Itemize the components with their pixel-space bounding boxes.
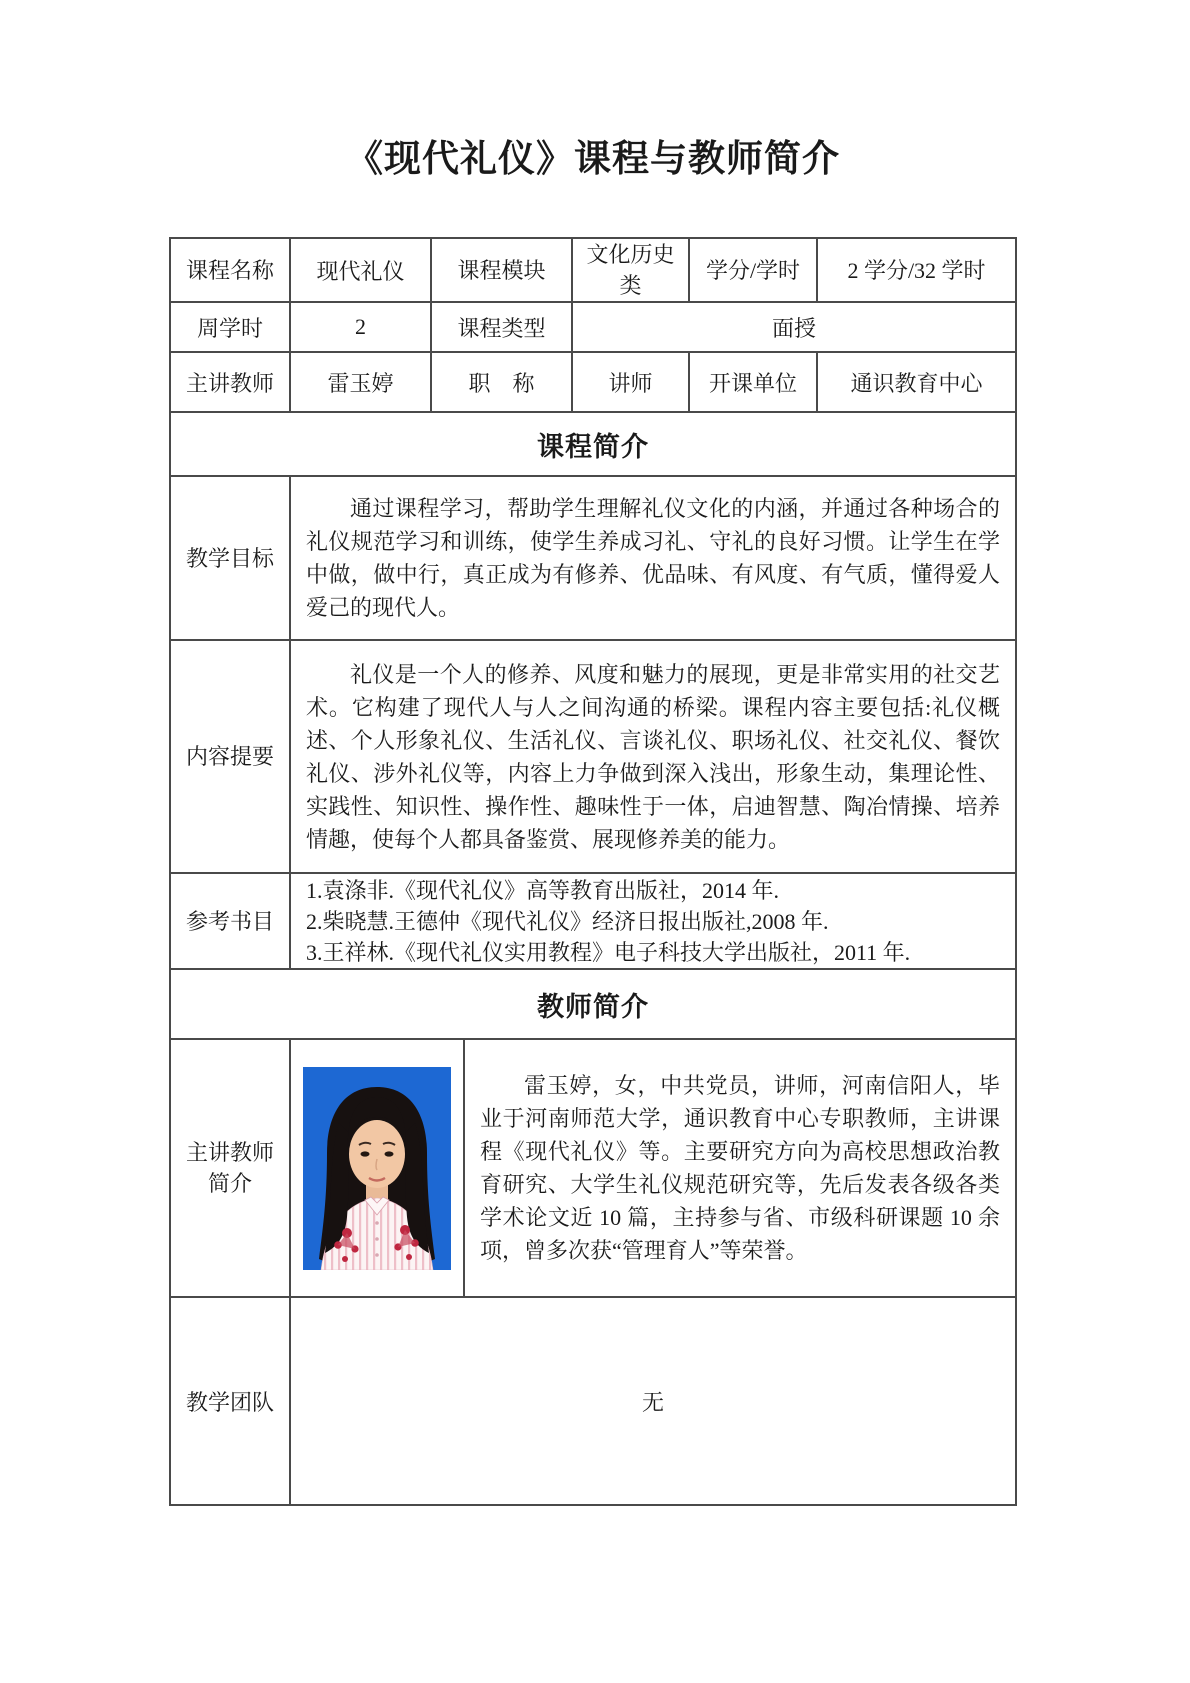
references-list <box>291 874 1015 968</box>
lecturer-label: 主讲教师 <box>171 353 291 411</box>
department-label: 开课单位 <box>690 353 818 411</box>
content-summary-text-cell <box>291 641 1015 872</box>
teaching-team-row <box>171 1298 1015 1504</box>
table-row-basic-2 <box>171 303 1015 353</box>
document-title: 《现代礼仪》课程与教师简介 <box>346 139 840 180</box>
teaching-goal-text: 通过课程学习，帮助学生理解礼仪文化的内涵，并通过各种场合的礼仪规范学习和训练，使学生养成习礼、守礼的良好习惯。让学生在学中做，做中行，真正成为有修养、优品味、有风度、有气质，懂得爱人爱己的现代人。 <box>306 496 1000 620</box>
reference-item: 1.袁涤非.《现代礼仪》高等教育出版社，2014 年. <box>306 877 780 903</box>
content-summary-label: 内容提要 <box>171 641 291 872</box>
weekly-hours-value: 2 <box>291 303 432 351</box>
table-row-basic-3 <box>171 353 1015 413</box>
course-type-label: 课程类型 <box>432 303 573 351</box>
content-summary-text: 礼仪是一个人的修养、风度和魅力的展现，更是非常实用的社交艺术。它构建了现代人与人之间沟通的桥梁。课程内容主要包括:礼仪概述、个人形象礼仪、生活礼仪、言谈礼仪、职场礼仪、社交礼仪、餐饮礼仪、涉外礼仪等，内容上力争做到深入浅出，形象生动，集理论性、实践性、知识性、操作性、趣味性于一体，启迪智慧、陶冶情操、培养情趣，使每个人都具备鉴赏、展现修养美的能力。 <box>306 661 1000 852</box>
teacher-photo <box>303 1067 451 1270</box>
credits-value: 2 学分/32 学时 <box>847 257 986 283</box>
rank-label: 职 称 <box>432 353 573 411</box>
teacher-intro-row <box>171 1040 1015 1298</box>
teacher-section-header: 教师简介 <box>537 991 649 1022</box>
teacher-intro-text: 雷玉婷，女，中共党员，讲师，河南信阳人，毕业于河南师范大学，通识教育中心专职教师，主讲课程《现代礼仪》等。主要研究方向为高校思想政治教育研究、大学生礼仪规范研究等，先后发表各级各类学术论文近 10 篇，主持参与省、市级科研课题 10 余项，曾多次获“管理育人”等荣誉。 <box>480 1073 1000 1263</box>
teaching-goal-row <box>171 477 1015 641</box>
rank-value: 讲师 <box>573 353 690 411</box>
teaching-team-value: 无 <box>641 1389 664 1415</box>
teacher-photo-cell <box>291 1040 465 1296</box>
teaching-goal-text-cell <box>291 477 1015 639</box>
teaching-goal-label: 教学目标 <box>171 477 291 639</box>
course-module-label: 课程模块 <box>432 239 573 301</box>
teacher-section-header-row <box>171 970 1015 1040</box>
reference-item: 3.王祥林.《现代礼仪实用教程》电子科技大学出版社，2011 年. <box>306 939 911 965</box>
course-info-table <box>169 237 1017 1506</box>
teacher-intro-label: 主讲教师简介 <box>171 1040 291 1296</box>
reference-item: 2.柴晓慧.王德仲《现代礼仪》经济日报出版社,2008 年. <box>306 908 829 934</box>
weekly-hours-label: 周学时 <box>171 303 291 351</box>
course-module-value: 文化历史类 <box>573 239 690 301</box>
lecturer-value: 雷玉婷 <box>291 353 432 411</box>
course-name-value: 现代礼仪 <box>291 239 432 301</box>
teacher-intro-text-cell <box>465 1040 1015 1296</box>
course-section-header-row <box>171 413 1015 477</box>
table-row-basic-1 <box>171 239 1015 303</box>
course-name-label: 课程名称 <box>171 239 291 301</box>
content-summary-row <box>171 641 1015 874</box>
references-label: 参考书目 <box>171 874 291 968</box>
credits-label: 学分/学时 <box>690 239 818 301</box>
course-type-value: 面授 <box>771 315 816 341</box>
department-value: 通识教育中心 <box>850 370 983 396</box>
references-row <box>171 874 1015 970</box>
course-section-header: 课程简介 <box>537 431 649 462</box>
teaching-team-label: 教学团队 <box>171 1298 291 1504</box>
